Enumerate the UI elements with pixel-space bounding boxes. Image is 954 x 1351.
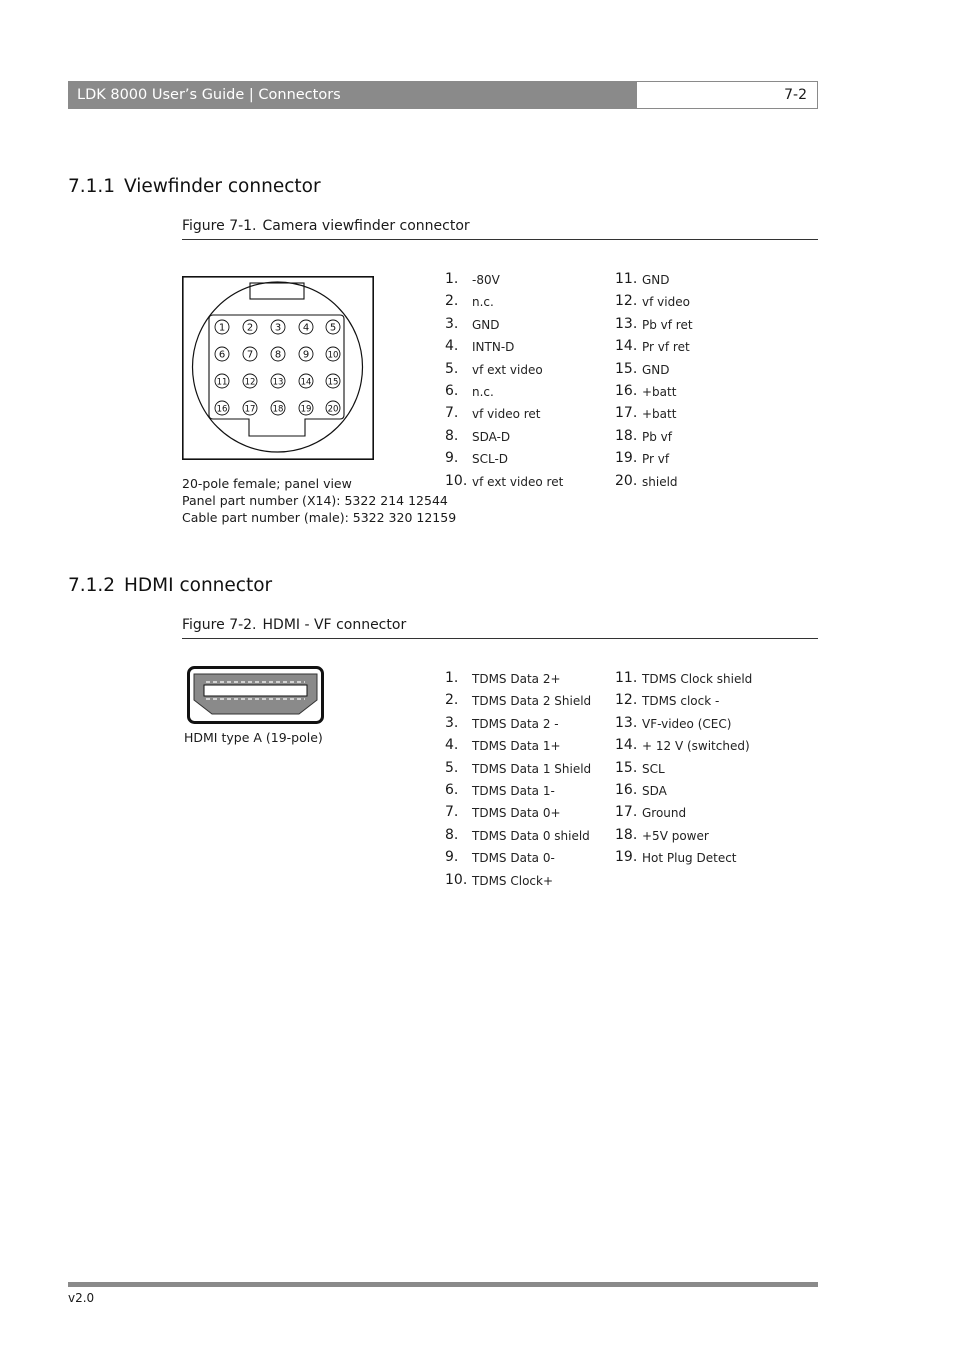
pin-circle-label: 12 [244, 377, 256, 388]
pin-label: GND [642, 273, 670, 287]
footer-version: v2.0 [68, 1291, 95, 1305]
hdmi-note: HDMI type A (19-pole) [184, 730, 323, 745]
pin-number: 1. [445, 271, 459, 287]
hdmi-connector-diagram [187, 666, 324, 728]
pin-label: SCL [642, 761, 665, 776]
pin-label: SDA-D [472, 429, 511, 444]
pin-label: vf video ret [472, 407, 541, 422]
pin-circle-label: 4 [302, 322, 310, 334]
pin-number: 4. [445, 338, 459, 355]
pin-label: TDMS Data 2+ [472, 672, 561, 686]
pin-circle-label: 7 [246, 349, 254, 361]
pin-label: vf video [642, 295, 690, 310]
viewfinder-connector-diagram [182, 276, 375, 465]
pin-circle-label: 2 [246, 322, 254, 334]
pin-number: 7. [445, 405, 459, 422]
running-header-title: LDK 8000 User’s Guide | Connectors [68, 81, 636, 109]
viewfinder-connector-drawing [182, 276, 375, 461]
hdmi-connector-drawing [187, 666, 324, 724]
pin-label: TDMS Data 2 - [472, 716, 559, 731]
pin-circle-label: 13 [272, 377, 284, 388]
pin-number: 13. [615, 315, 638, 332]
figure-caption-7-1 [182, 218, 818, 240]
pin-number: 11. [615, 271, 638, 287]
pin-circle-label: 3 [274, 322, 282, 334]
pin-circle-label: 6 [218, 349, 226, 361]
pin-label: Pr vf ret [642, 340, 690, 355]
page-number: 7-2 [636, 81, 818, 109]
pin-number: 4. [445, 737, 459, 754]
footer-rule [68, 1282, 818, 1287]
pin-label: TDMS Data 2 Shield [472, 694, 592, 709]
pin-label: Hot Plug Detect [642, 851, 737, 866]
pin-number: 10. [445, 472, 468, 489]
pin-circle-label: 1 [218, 322, 226, 334]
section-number: 7.1.1 [68, 176, 116, 197]
pin-number: 3. [445, 315, 459, 332]
pin-circle-label: 18 [272, 404, 284, 415]
pin-number: 6. [445, 382, 459, 399]
pin-number: 14. [615, 338, 638, 355]
figure-title: Camera viewfinder connector [262, 218, 470, 234]
pin-label: SCL-D [472, 452, 509, 467]
pin-number: 3. [445, 714, 459, 731]
pin-number: 7. [445, 804, 459, 821]
pin-number: 16. [615, 781, 638, 798]
pin-number: 13. [615, 714, 638, 731]
pin-label: Pr vf [642, 452, 670, 467]
pin-label: + 12 V (switched) [642, 739, 750, 754]
pin-label: TDMS clock - [642, 694, 720, 709]
pin-number: 12. [615, 692, 638, 709]
pin-label: GND [642, 362, 670, 377]
pin-number: 19. [615, 450, 638, 467]
pin-circle-label: 17 [244, 404, 256, 415]
pin-label: GND [472, 317, 500, 332]
note-line: 20-pole female; panel view [182, 476, 352, 491]
pin-number: 17. [615, 804, 638, 821]
pin-number: 10. [445, 871, 468, 888]
pin-label: +batt [642, 384, 677, 399]
pin-circle-label: 16 [216, 404, 228, 415]
section-title: Viewfinder connector [124, 176, 321, 197]
pin-number: 20. [615, 472, 638, 489]
pin-number: 8. [445, 427, 459, 444]
pin-label: TDMS Data 1 Shield [472, 761, 592, 776]
pin-circle-label: 14 [300, 377, 312, 388]
pin-label: TDMS Data 0- [472, 851, 555, 866]
pin-number: 1. [445, 670, 459, 686]
pin-number: 17. [615, 405, 638, 422]
section-title: HDMI connector [124, 575, 273, 596]
pin-number: 6. [445, 781, 459, 798]
pin-number: 8. [445, 826, 459, 843]
pin-label: TDMS Clock shield [642, 672, 753, 686]
pin-label: TDMS Data 0+ [472, 806, 561, 821]
pin-circle-label: 9 [302, 349, 310, 361]
pin-label: vf ext video ret [472, 474, 564, 489]
pin-label: Ground [642, 806, 687, 821]
figure-label: Figure 7-1. [182, 218, 257, 234]
pin-number: 15. [615, 759, 638, 776]
pin-label: n.c. [472, 384, 494, 399]
pin-label: +batt [642, 407, 677, 422]
pin-number: 5. [445, 759, 459, 776]
figure-caption-7-2 [182, 617, 818, 639]
pin-label: TDMS Data 1+ [472, 739, 561, 754]
section-heading-viewfinder [68, 176, 321, 197]
pin-circle-label: 8 [274, 349, 282, 361]
pin-circle-label: 20 [327, 404, 339, 415]
pin-label: Pb vf ret [642, 317, 693, 332]
pin-circle-label: 10 [327, 350, 339, 361]
pin-number: 9. [445, 849, 459, 866]
pin-circle-label: 11 [216, 377, 228, 388]
pin-number: 16. [615, 382, 638, 399]
pin-number: 12. [615, 293, 638, 310]
pin-label: Pb vf [642, 429, 672, 444]
pin-label: n.c. [472, 295, 494, 310]
pin-number: 19. [615, 849, 638, 866]
pin-number: 2. [445, 293, 459, 310]
pin-label: INTN-D [472, 340, 515, 355]
pin-label: vf ext video [472, 362, 543, 377]
section-number: 7.1.2 [68, 575, 116, 596]
pin-number: 5. [445, 360, 459, 377]
figure-label: Figure 7-2. [182, 617, 257, 633]
note-line: Cable part number (male): 5322 320 12159 [182, 510, 457, 525]
pin-number: 2. [445, 692, 459, 709]
pin-label: TDMS Data 1- [472, 783, 555, 798]
pin-label: TDMS Clock+ [472, 873, 554, 888]
pin-label: -80V [472, 273, 500, 287]
pin-number: 15. [615, 360, 638, 377]
section-heading-hdmi [68, 575, 272, 596]
pin-label: SDA [642, 783, 667, 798]
pin-number: 18. [615, 826, 638, 843]
pin-circle-label: 19 [300, 404, 312, 415]
pin-label: +5V power [642, 828, 709, 843]
pin-label: TDMS Data 0 shield [472, 828, 590, 843]
pin-label: shield [642, 474, 678, 489]
pin-circle-label: 15 [327, 377, 339, 388]
pin-number: 11. [615, 670, 638, 686]
pin-number: 14. [615, 737, 638, 754]
pin-circle-label: 5 [329, 322, 337, 334]
pin-number: 9. [445, 450, 459, 467]
figure-title: HDMI - VF connector [262, 617, 407, 633]
note-line: Panel part number (X14): 5322 214 12544 [182, 493, 448, 508]
pin-number: 18. [615, 427, 638, 444]
viewfinder-notes [182, 475, 456, 526]
pin-label: VF-video (CEC) [642, 716, 732, 731]
